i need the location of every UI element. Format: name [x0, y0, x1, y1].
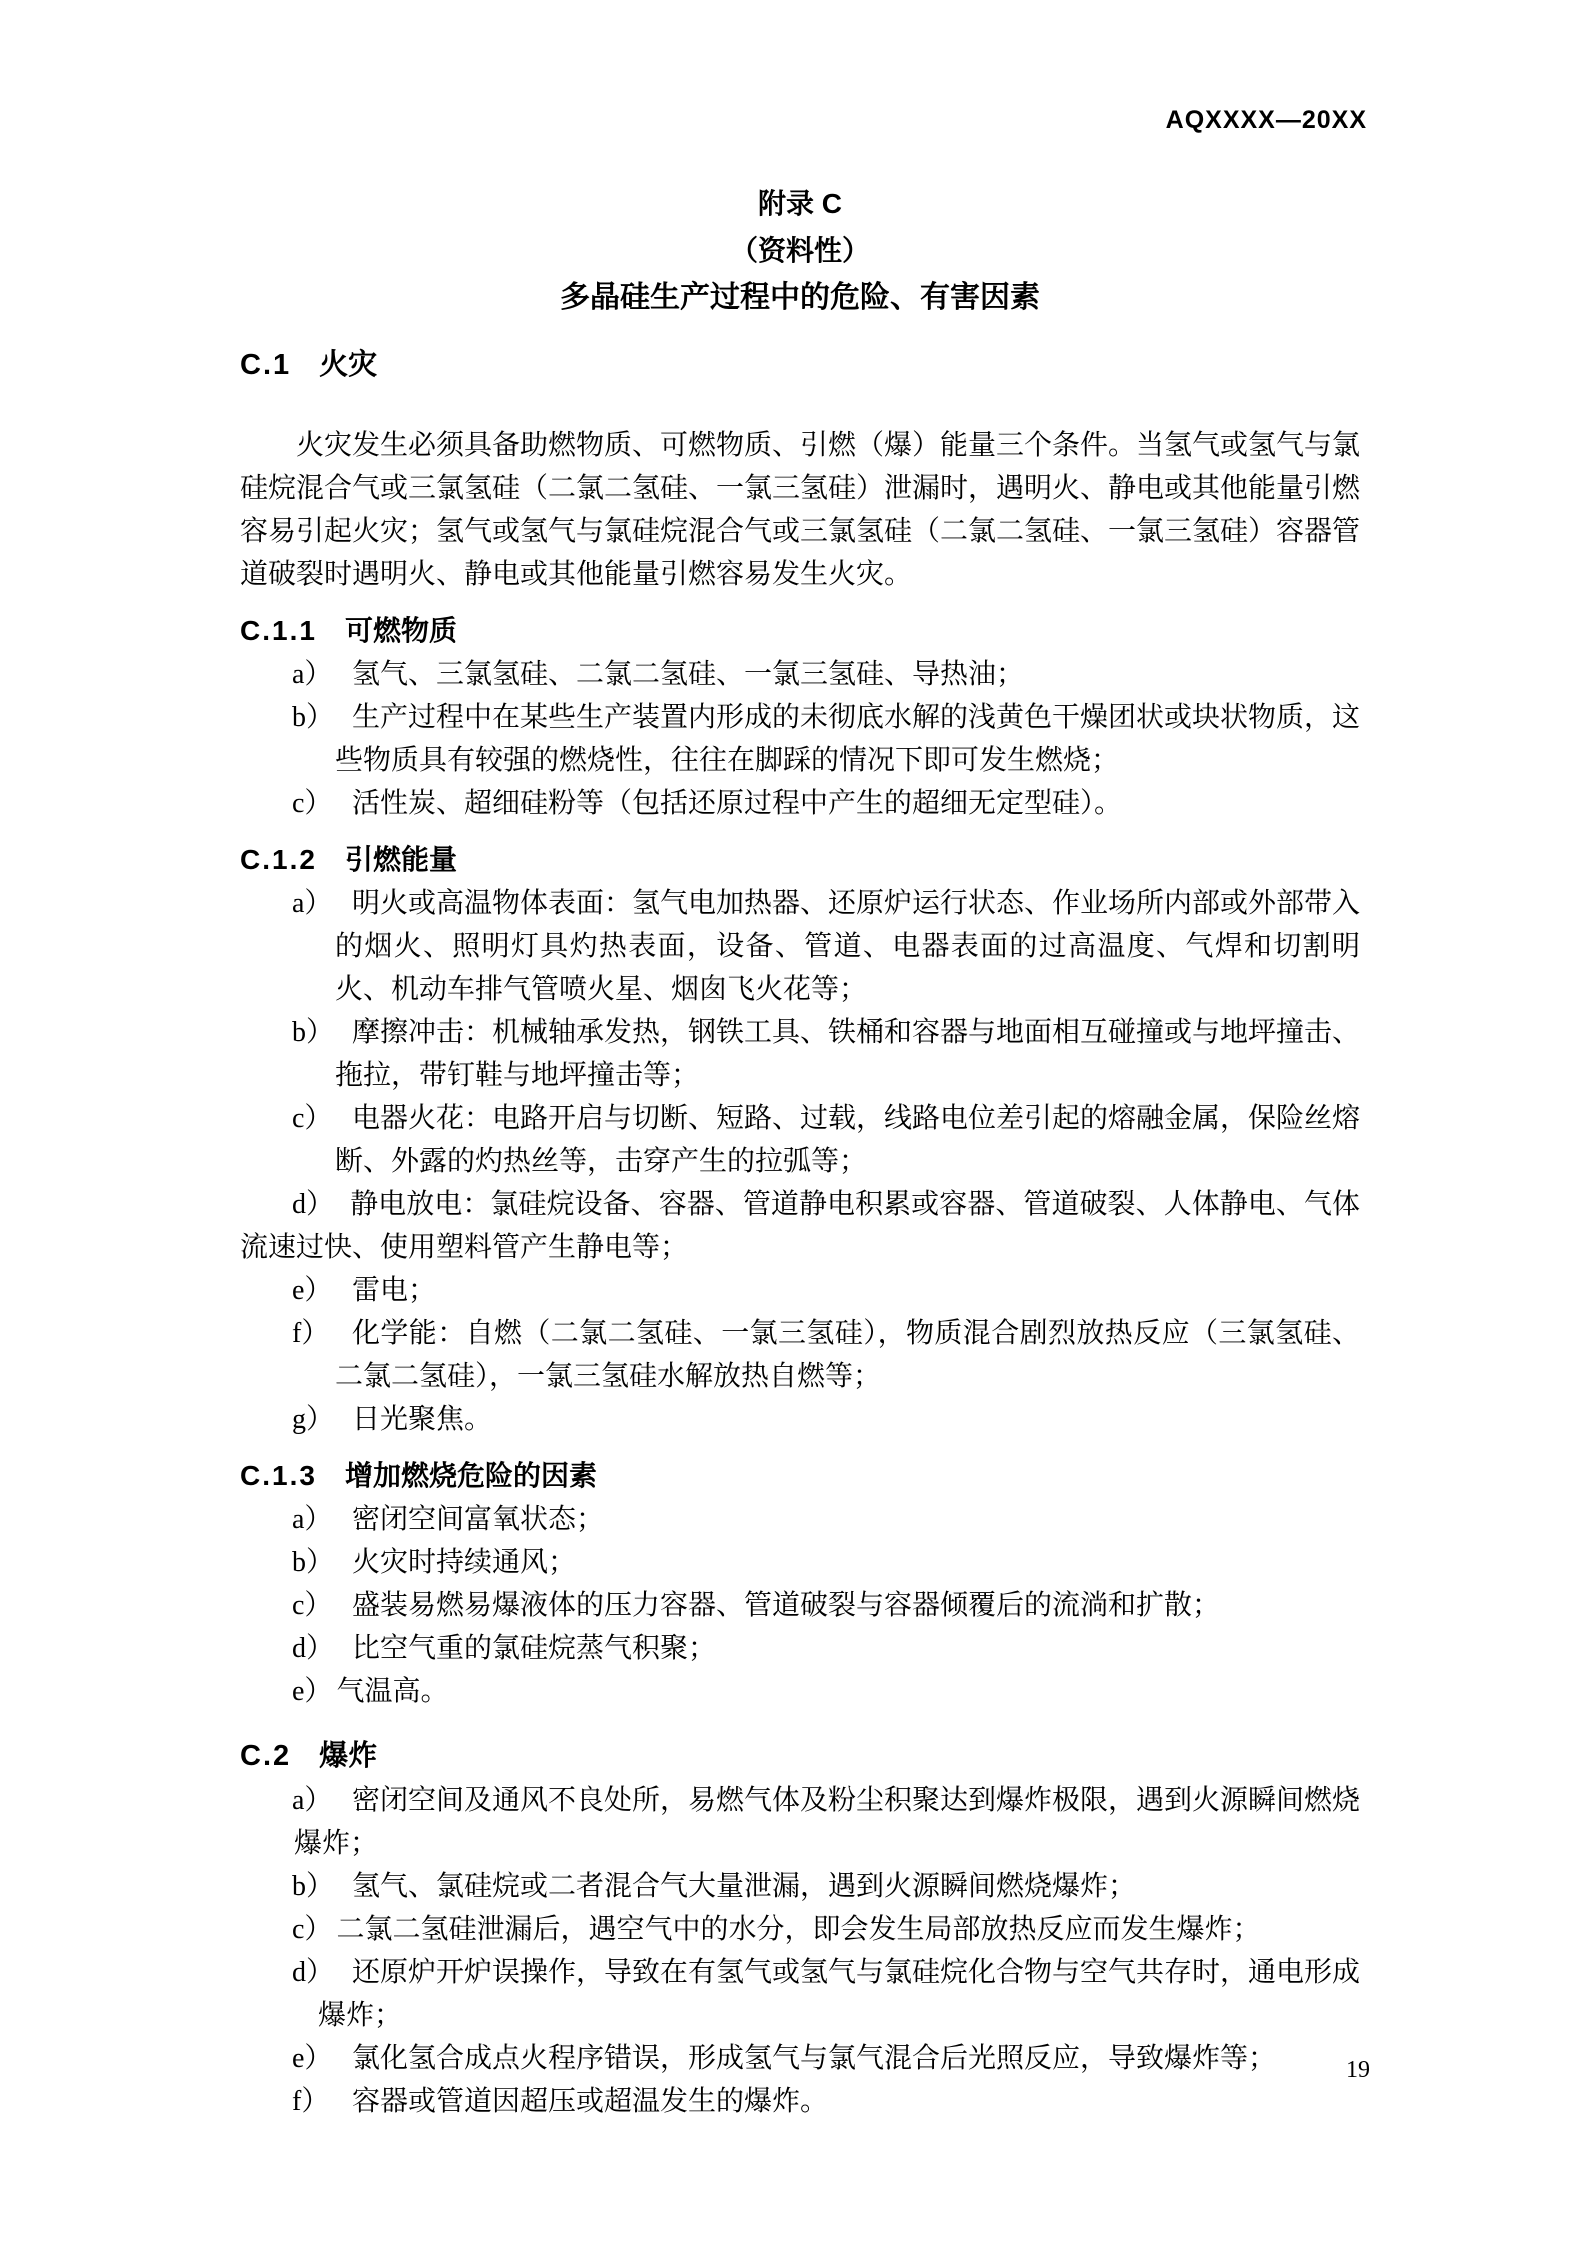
list-item-marker: a） — [292, 1504, 333, 1535]
section-C.1.3 — [240, 1453, 1360, 1713]
section-heading — [240, 1733, 1360, 1779]
list-item-marker: c） — [292, 788, 333, 819]
list-item-text: 电器火花：电路开启与切断、短路、过载，线路电位差引起的熔融金属，保险丝熔断、外露的灼热丝等，击穿产生的拉弧等； — [335, 1103, 1361, 1177]
section-heading — [240, 1453, 1360, 1498]
list-item-marker: c） — [292, 1914, 333, 1945]
list-item-marker: c） — [292, 1590, 333, 1621]
section-heading-number: C.2 — [240, 1740, 292, 1772]
list-item — [240, 1269, 1360, 1312]
list-item-text: 日光聚焦。 — [352, 1404, 493, 1435]
list-item — [240, 1398, 1360, 1441]
list-item-text: 雷电； — [352, 1275, 437, 1306]
list-item — [240, 882, 1360, 1011]
section-heading — [240, 608, 1360, 653]
list-item-marker: e） — [292, 1275, 333, 1306]
list-item-marker: b） — [292, 1547, 335, 1578]
list-item — [240, 782, 1360, 825]
list-item-text: 生产过程中在某些生产装置内形成的未彻底水解的浅黄色干燥团状或块状物质，这些物质具有较强的燃烧性，往往在脚踩的情况下即可发生燃烧； — [335, 702, 1361, 776]
section-heading-title: 爆炸 — [319, 1740, 378, 1772]
section-heading-title: 增加燃烧危险的因素 — [344, 1460, 597, 1491]
list-item — [240, 1951, 1360, 2037]
list-item-text: 氢气、三氯氢硅、二氯二氢硅、一氯三氢硅、导热油； — [352, 659, 1025, 690]
list-item-marker: a） — [292, 888, 333, 919]
list-item-text: 比空气重的氯硅烷蒸气积聚； — [352, 1633, 717, 1664]
list-item-marker: c） — [292, 1103, 333, 1134]
standard-code-header: AQXXXX—20XX — [1165, 106, 1367, 134]
list-item-marker: e） — [292, 2043, 333, 2074]
section-heading-title: 可燃物质 — [344, 615, 457, 646]
list-item-marker: g） — [292, 1404, 335, 1435]
list-item — [240, 1541, 1360, 1584]
section-C.2 — [240, 1733, 1360, 2123]
list-item — [240, 1670, 1360, 1713]
list-item — [240, 696, 1360, 782]
section-C.1.1 — [240, 608, 1360, 825]
list-item-text: 明火或高温物体表面：氢气电加热器、还原炉运行状态、作业场所内部或外部带入的烟火、照明灯具灼热表面，设备、管道、电器表面的过高温度、气焊和切割明火、机动车排气管喷火星、烟囱飞火花等； — [335, 888, 1361, 1005]
appendix-title-block — [240, 180, 1360, 322]
list-item — [240, 1011, 1360, 1097]
list-item-text: 化学能：自燃（二氯二氢硅、一氯三氢硅），物质混合剧烈放热反应（三氯氢硅、二氯二氢硅），一氯三氢硅水解放热自燃等； — [335, 1318, 1360, 1392]
section-heading — [240, 837, 1360, 882]
section-heading — [240, 342, 1360, 388]
list-item-marker: b） — [292, 1871, 335, 1902]
section-C.1.2 — [240, 837, 1360, 1441]
paragraph: 火灾发生必须具备助燃物质、可燃物质、引燃（爆）能量三个条件。当氢气或氢气与氯硅烷混合气或三氯氢硅（二氯二氢硅、一氯三氢硅）泄漏时，遇明火、静电或其他能量引燃容易引起火灾；氢气或氢气与氯硅烷混合气或三氯氢硅（二氯二氢硅、一氯三氢硅）容器管道破裂时遇明火、静电或其他能量引燃容易发生火灾。 — [240, 430, 1361, 590]
section-heading-title: 引燃能量 — [344, 844, 457, 875]
list-item — [240, 2080, 1360, 2123]
list-item-text: 气温高。 — [336, 1676, 449, 1707]
list-item — [240, 1312, 1360, 1398]
list-item-marker: a） — [292, 659, 333, 690]
list-item — [240, 1627, 1360, 1670]
list-item-text: 摩擦冲击：机械轴承发热，钢铁工具、铁桶和容器与地面相互碰撞或与地坪撞击、拖拉，带钉鞋与地坪撞击等； — [335, 1017, 1361, 1091]
list-item-text: 盛装易燃易爆液体的压力容器、管道破裂与容器倾覆后的流淌和扩散； — [352, 1590, 1221, 1621]
section-heading-title: 火灾 — [319, 349, 378, 381]
list-item-marker: f） — [292, 1318, 330, 1349]
list-item-text: 密闭空间及通风不良处所，易燃气体及粉尘积聚达到爆炸极限，遇到火源瞬间燃烧爆炸； — [294, 1785, 1361, 1859]
list-item-marker: d） — [292, 1189, 335, 1220]
section-heading-number: C.1.1 — [240, 615, 317, 646]
list-item-marker: d） — [292, 1633, 335, 1664]
list-item-text: 二氯二氢硅泄漏后，遇空气中的水分，即会发生局部放热反应而发生爆炸； — [336, 1914, 1261, 1945]
list-item — [240, 1908, 1360, 1951]
section-heading-number: C.1.2 — [240, 844, 317, 875]
list-item-text: 容器或管道因超压或超温发生的爆炸。 — [352, 2086, 829, 2117]
list-item — [240, 1584, 1360, 1627]
list-item — [240, 1097, 1360, 1183]
list-item — [240, 1779, 1360, 1865]
list-item-text: 密闭空间富氧状态； — [352, 1504, 605, 1535]
list-item — [240, 653, 1360, 696]
section-heading-number: C.1 — [240, 349, 292, 381]
list-item-marker: a） — [292, 1785, 333, 1816]
list-item-text: 还原炉开炉误操作，导致在有氢气或氢气与氯硅烷化合物与空气共存时，通电形成爆炸； — [318, 1957, 1361, 2031]
list-item-marker: d） — [292, 1957, 335, 1988]
section-heading-number: C.1.3 — [240, 1460, 317, 1491]
list-item — [240, 2037, 1360, 2080]
document-body — [240, 0, 1360, 2123]
list-item — [240, 1183, 1360, 1269]
page-number: 19 — [1346, 2057, 1370, 2083]
appendix-type-note: （资料性） — [729, 235, 870, 266]
list-item — [240, 1498, 1360, 1541]
list-item-marker: b） — [292, 702, 335, 733]
list-item-text: 活性炭、超细硅粉等（包括还原过程中产生的超细无定型硅）。 — [352, 788, 1123, 819]
list-item-marker: f） — [292, 2086, 330, 2117]
list-item — [240, 1865, 1360, 1908]
list-item-text: 氢气、氯硅烷或二者混合气大量泄漏，遇到火源瞬间燃烧爆炸； — [352, 1871, 1137, 1902]
appendix-subtitle: 多晶硅生产过程中的危险、有害因素 — [560, 281, 1040, 314]
list-item-text: 火灾时持续通风； — [352, 1547, 577, 1578]
list-item-text: 氯化氢合成点火程序错误，形成氢气与氯气混合后光照反应，导致爆炸等； — [352, 2043, 1277, 2074]
appendix-title: 附录 C — [757, 188, 842, 219]
section-C.1 — [240, 342, 1360, 596]
list-item-marker: b） — [292, 1017, 335, 1048]
list-item-text: 静电放电：氯硅烷设备、容器、管道静电积累或容器、管道破裂、人体静电、气体流速过快、使用塑料管产生静电等； — [240, 1189, 1360, 1263]
list-item-marker: e） — [292, 1676, 333, 1707]
